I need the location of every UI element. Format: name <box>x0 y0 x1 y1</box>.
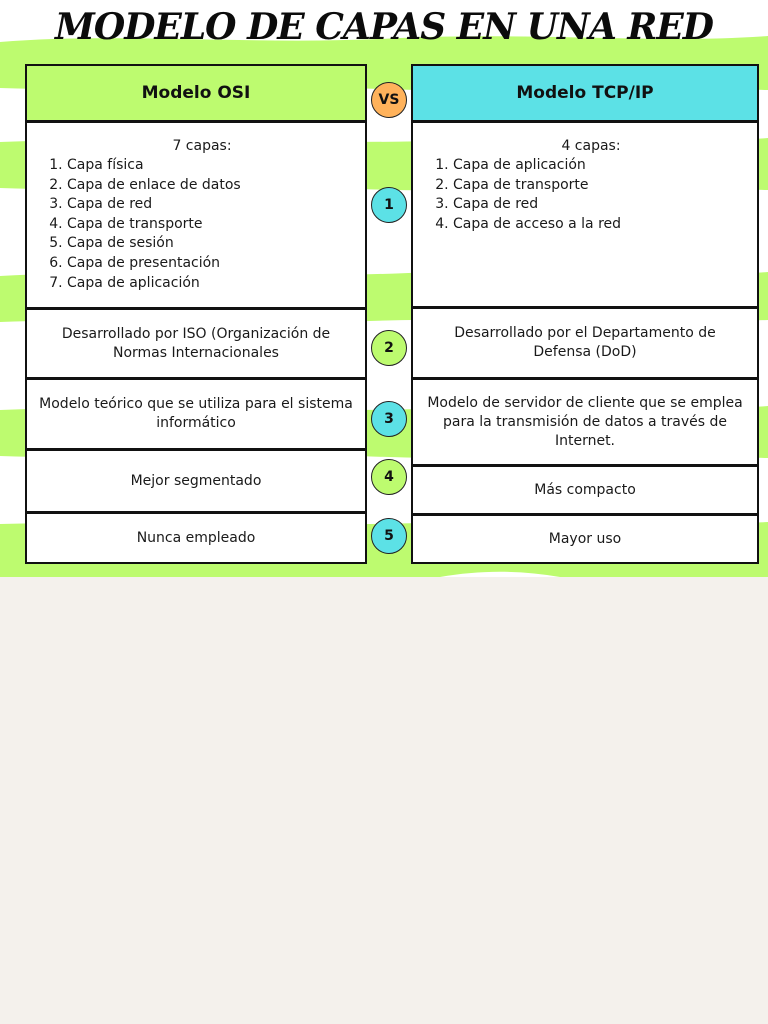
row-number-badge: 3 <box>371 401 407 437</box>
tcp-layer-item: 3. Capa de red <box>453 195 747 215</box>
tcp-layers-list <box>435 156 747 234</box>
vs-badge: VS <box>371 82 407 118</box>
tcp-layer-item: 4. Capa de acceso a la red <box>453 215 747 235</box>
tcp-developer-cell: Desarrollado por el Departamento de Defensa (DoD) <box>411 307 759 379</box>
osi-layer-item: 4. Capa de transporte <box>67 215 355 235</box>
tcp-layers-intro: 4 capas: <box>561 138 621 154</box>
page-title: MODELO DE CAPAS EN UNA RED <box>55 6 713 48</box>
osi-developer-cell: Desarrollado por ISO (Organización de Normas Internacionales <box>25 308 367 379</box>
osi-layer-item: 7. Capa de aplicación <box>67 274 355 294</box>
osi-layer-item: 3. Capa de red <box>67 195 355 215</box>
row-number-badge: 4 <box>371 459 407 495</box>
osi-layers-cell <box>25 121 367 309</box>
row-number-badge: 5 <box>371 518 407 554</box>
row-number-badge: 1 <box>371 187 407 223</box>
osi-layer-item: 5. Capa de sesión <box>67 234 355 254</box>
osi-layer-item: 6. Capa de presentación <box>67 254 355 274</box>
tcp-layer-item: 1. Capa de aplicación <box>453 156 747 176</box>
osi-layers-list <box>49 156 355 293</box>
osi-segmentation-cell: Mejor segmentado <box>25 449 367 513</box>
row-number-badge: 2 <box>371 330 407 366</box>
osi-description-cell: Modelo teórico que se utiliza para el sistema informático <box>25 378 367 450</box>
tcp-segmentation-cell: Más compacto <box>411 465 759 515</box>
osi-usage-cell: Nunca empleado <box>25 512 367 564</box>
tcp-layer-item: 2. Capa de transporte <box>453 176 747 196</box>
osi-header: Modelo OSI <box>25 64 367 122</box>
tcp-description-cell: Modelo de servidor de cliente que se emplea para la transmisión de datos a través de Internet. <box>411 378 759 466</box>
tcp-header: Modelo TCP/IP <box>411 64 759 122</box>
tcp-usage-cell: Mayor uso <box>411 514 759 564</box>
osi-layer-item: 2. Capa de enlace de datos <box>67 176 355 196</box>
osi-layers-intro: 7 capas: <box>172 138 232 154</box>
tcp-layers-cell <box>411 121 759 308</box>
osi-layer-item: 1. Capa física <box>67 156 355 176</box>
